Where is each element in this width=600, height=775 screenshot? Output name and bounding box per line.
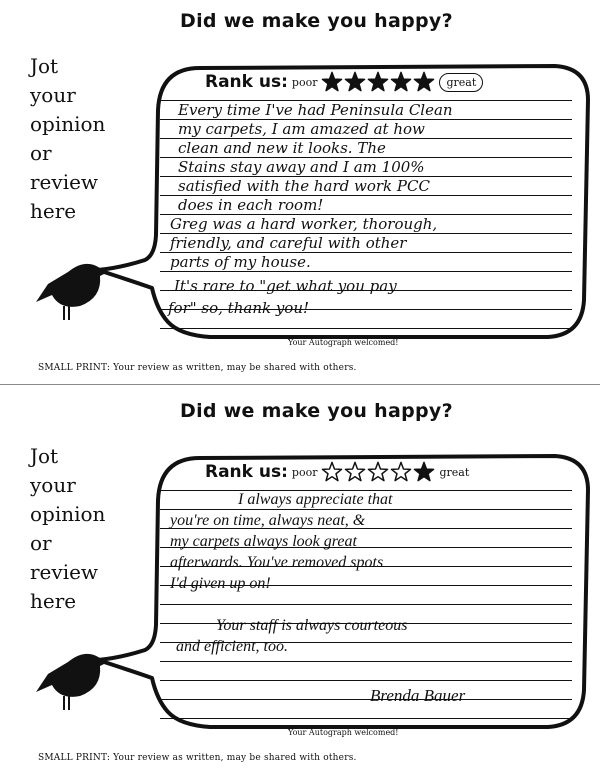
star-icon xyxy=(321,461,343,483)
star-icon xyxy=(390,461,412,483)
review-line: Greg was a hard worker, thorough, xyxy=(170,215,438,233)
star-icon xyxy=(321,71,343,93)
side-prompt: Jot your opinion or review here xyxy=(30,54,106,223)
rank-label: Rank us: xyxy=(205,72,288,92)
review-line: for" so, thank you! xyxy=(168,299,310,317)
signature: Brenda Bauer xyxy=(370,686,466,705)
star-rating xyxy=(321,461,435,483)
review-line: Your staff is always courteous xyxy=(216,617,408,634)
review-line: afterwards. You've removed spots xyxy=(170,554,384,571)
review-line: I'd given up on! xyxy=(170,575,271,592)
heading: Did we make you happy? xyxy=(180,10,453,32)
star-icon xyxy=(390,71,412,93)
star-icon xyxy=(413,461,435,483)
poor-label: poor xyxy=(291,465,318,479)
review-line: my carpets always look great xyxy=(170,533,357,550)
rank-label: Rank us: xyxy=(205,462,288,482)
side-prompt: Jot your opinion or review here xyxy=(30,444,106,613)
review-line: does in each room! xyxy=(178,196,324,214)
great-label: great xyxy=(439,73,483,92)
review-line: Stains stay away and I am 100% xyxy=(178,158,425,176)
review-line: clean and new it looks. The xyxy=(178,139,386,157)
star-icon xyxy=(367,461,389,483)
review-card-1 xyxy=(0,0,600,378)
review-card-2 xyxy=(0,390,600,768)
heading: Did we make you happy? xyxy=(180,400,453,422)
rating-row xyxy=(205,460,469,484)
star-icon xyxy=(367,71,389,93)
review-line: I always appreciate that xyxy=(238,491,393,508)
bird-icon xyxy=(30,640,110,710)
star-rating xyxy=(321,71,435,93)
star-icon xyxy=(344,71,366,93)
autograph-note: Your Autograph welcomed! xyxy=(288,338,399,347)
review-line: parts of my house. xyxy=(170,253,311,271)
review-line: satisfied with the hard work PCC xyxy=(178,177,430,195)
star-icon xyxy=(413,71,435,93)
great-label: great xyxy=(439,465,470,479)
bird-icon xyxy=(30,250,110,320)
review-line: my carpets, I am amazed at how xyxy=(178,120,425,138)
autograph-note: Your Autograph welcomed! xyxy=(288,728,399,737)
small-print: SMALL PRINT: Your review as written, may be shared with others. xyxy=(38,753,357,763)
cut-line xyxy=(0,384,600,385)
star-icon xyxy=(344,461,366,483)
review-line: It's rare to "get what you pay xyxy=(174,277,397,295)
poor-label: poor xyxy=(291,75,318,89)
review-line: you're on time, always neat, & xyxy=(170,512,366,529)
rating-row xyxy=(205,70,483,94)
review-line: friendly, and careful with other xyxy=(170,234,407,252)
small-print: SMALL PRINT: Your review as written, may be shared with others. xyxy=(38,363,357,373)
review-line: and efficient, too. xyxy=(176,638,288,655)
review-line: Every time I've had Peninsula Clean xyxy=(178,101,453,119)
